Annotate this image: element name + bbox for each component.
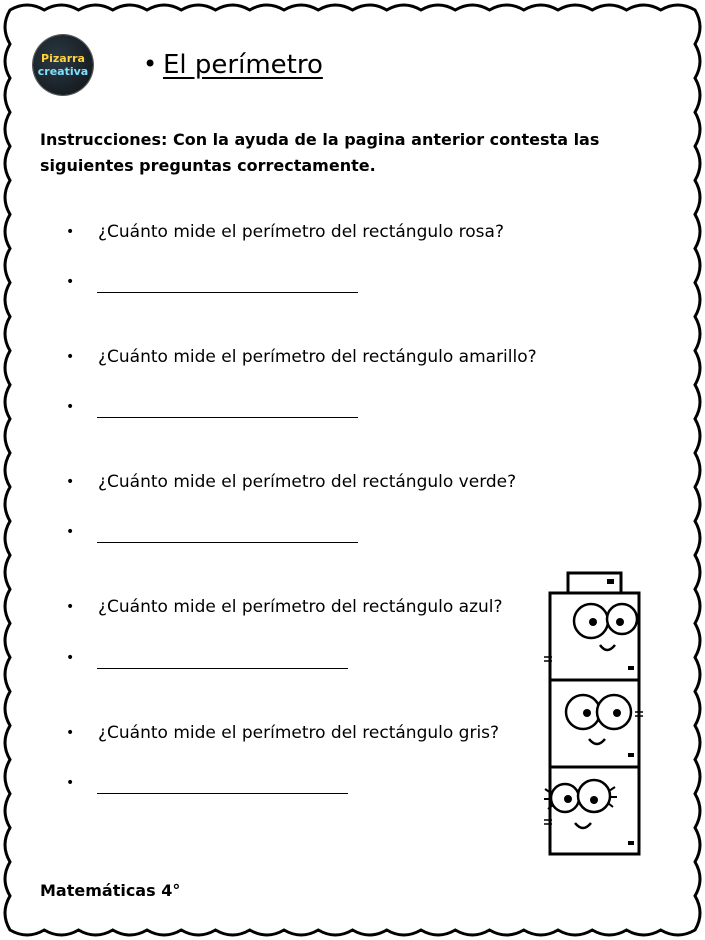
question-4-text: ¿Cuánto mide el perímetro del rectángulo azul? — [98, 597, 503, 617]
logo-line-1: Pizarra — [41, 52, 85, 65]
question-5-text: ¿Cuánto mide el perímetro del rectángulo gris? — [98, 723, 500, 743]
answer-1-bullet: • — [66, 274, 75, 290]
answer-3-bullet: • — [66, 524, 75, 540]
question-2-bullet: • — [66, 349, 75, 365]
answer-4-line[interactable] — [97, 668, 348, 669]
answer-5-line[interactable] — [97, 793, 348, 794]
question-4-bullet: • — [66, 599, 75, 615]
question-5-bullet: • — [66, 725, 75, 741]
answer-2-line[interactable] — [97, 417, 358, 418]
answer-2-bullet: • — [66, 399, 75, 415]
footer-subject: Matemáticas 4° — [40, 881, 181, 900]
question-2-text: ¿Cuánto mide el perímetro del rectángulo amarillo? — [98, 347, 537, 367]
page-title: El perímetro — [163, 50, 323, 80]
question-1-bullet: • — [66, 224, 75, 240]
title-bullet: • — [143, 50, 158, 78]
stacked-squares-illustration — [525, 565, 645, 860]
question-3-text: ¿Cuánto mide el perímetro del rectángulo verde? — [98, 472, 517, 492]
answer-1-line[interactable] — [97, 292, 358, 293]
instructions-text: Instrucciones: Con la ayuda de la pagina anterior contesta las siguientes preguntas correctamente. — [40, 130, 600, 175]
pizarra-creativa-logo — [33, 35, 93, 95]
cap-mark — [607, 579, 614, 584]
answer-3-line[interactable] — [97, 542, 358, 543]
question-1-text: ¿Cuánto mide el perímetro del rectángulo rosa? — [98, 222, 504, 242]
logo-line-2: creativa — [37, 65, 89, 78]
question-3-bullet: • — [66, 474, 75, 490]
answer-4-bullet: • — [66, 650, 75, 666]
answer-5-bullet: • — [66, 775, 75, 791]
